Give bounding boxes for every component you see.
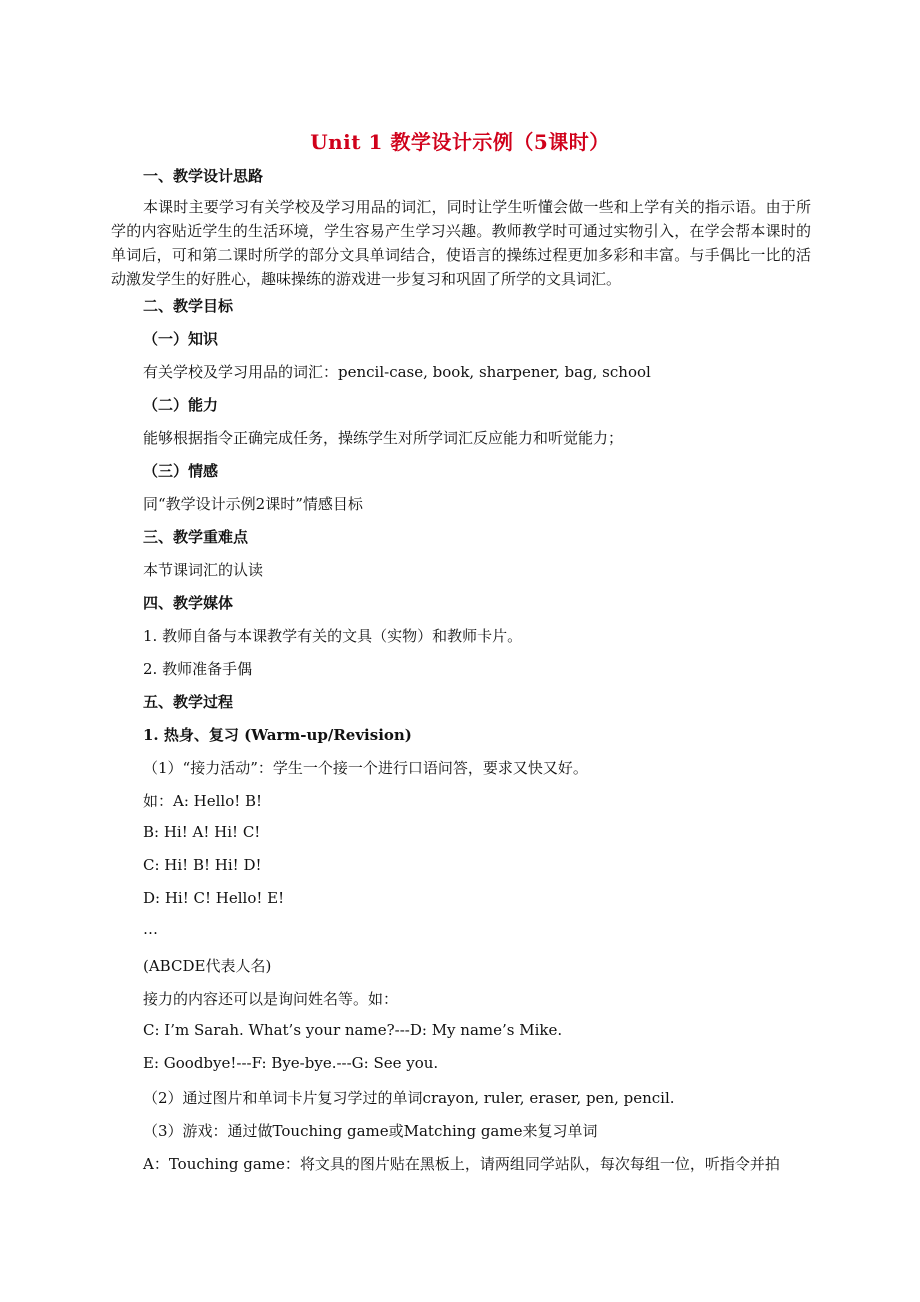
review-activity: （2）通过图片和单词卡片复习学过的单词crayon, ruler, eraser, pen, pencil. [143,1089,675,1107]
touching-game-text: A：Touching game：将文具的图片贴在黑板上，请两组同学站队，每次每组一位，听指令并拍 [143,1155,780,1173]
section-3-text: 本节课词汇的认读 [143,561,264,579]
knowledge-text: 有关学校及学习用品的词汇：pencil-case, book, sharpener, bag, school [143,363,651,381]
media-item-2: 2. 教师准备手偶 [143,660,253,678]
game-activity: （3）游戏：通过做Touching game或Matching game来复习单词 [143,1122,598,1140]
section-3-heading: 三、教学重难点 [143,528,249,546]
example-line-2: B: Hi! A! Hi! C! [143,823,261,841]
example-line-1: 如：A: Hello! B! [143,792,263,810]
emotion-subheading: （三）情感 [143,462,219,480]
example-line-4: D: Hi! C! Hello! E! [143,889,285,907]
knowledge-subheading: （一）知识 [143,330,219,348]
name-note: (ABCDE代表人名) [143,957,272,975]
section-5-heading: 五、教学过程 [143,693,234,711]
warmup-heading: 1. 热身、复习 (Warm-up/Revision) [143,726,412,744]
relay-content-note: 接力的内容还可以是询问姓名等。如： [143,990,399,1008]
emotion-text: 同“教学设计示例2课时”情感目标 [143,495,363,513]
ability-text: 能够根据指令正确完成任务，操练学生对所学词汇反应能力和听觉能力； [143,429,624,447]
example-line-3: C: Hi! B! Hi! D! [143,856,262,874]
document-title: Unit 1 教学设计示例（5课时） [310,130,610,154]
section-4-heading: 四、教学媒体 [143,594,234,612]
section-2-heading: 二、教学目标 [143,297,234,315]
section-1-heading: 一、教学设计思路 [143,167,264,185]
ellipsis: … [143,920,158,938]
media-item-1: 1. 教师自备与本课教学有关的文具（实物）和教师卡片。 [143,627,523,645]
relay-activity: （1）“接力活动”：学生一个接一个进行口语问答，要求又快又好。 [143,759,588,777]
dialog-line-2: E: Goodbye!---F: Bye-bye.---G: See you. [143,1054,439,1072]
section-1-body: 本课时主要学习有关学校及学习用品的词汇，同时让学生听懂会做一些和上学有关的指示语。由于所学的内容贴近学生的生活环境，学生容易产生学习兴趣。教师教学时可通过实物引入，在学会帮本课时的单词后，可和第二课时所学的部分文具单词结合，使语言的操练过程更加多彩和丰富。与手偶比一比的活动激发学生的好胜心，趣味操练的游戏进一步复习和巩固了所学的文具词汇。 [111,198,811,288]
ability-subheading: （二）能力 [143,396,219,414]
dialog-line-1: C: I’m Sarah. What’s your name?---D: My name’s Mike. [143,1021,563,1039]
